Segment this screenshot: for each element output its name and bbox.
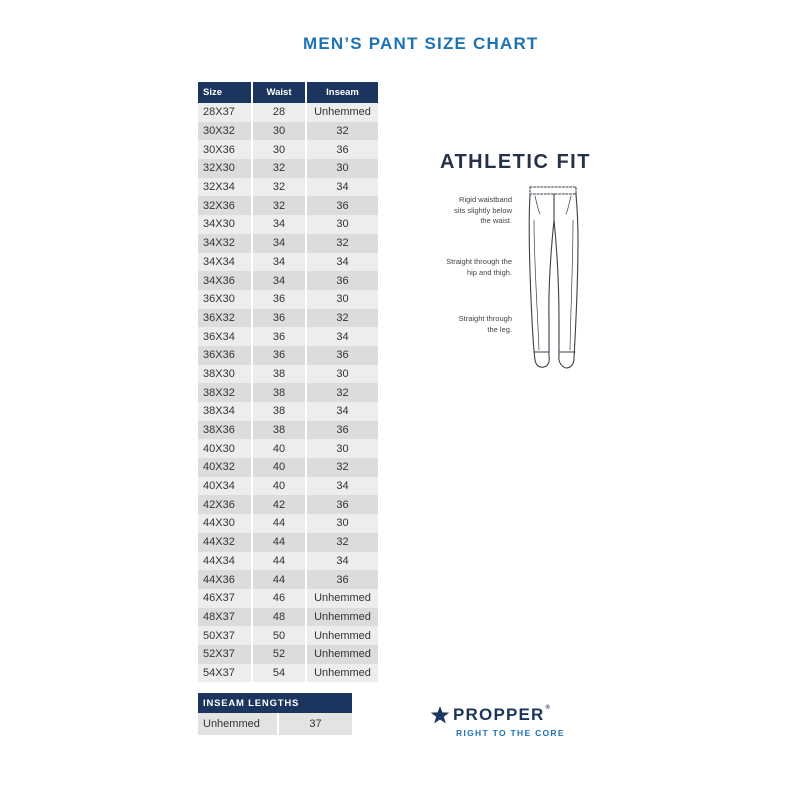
table-row	[198, 253, 378, 272]
cell-size: 38X30	[198, 365, 252, 384]
table-row	[198, 402, 378, 421]
table-row	[198, 383, 378, 402]
cell-inseam: 36	[306, 495, 378, 514]
fit-note-waistband	[392, 195, 512, 227]
fit-note-line: sits slightly below	[454, 205, 512, 215]
cell-size: 36X36	[198, 346, 252, 365]
cell-inseam: Unhemmed	[306, 664, 378, 683]
athletic-fit-title: ATHLETIC FIT	[440, 151, 591, 173]
cell-inseam: 34	[306, 178, 378, 197]
cell-waist: 44	[252, 533, 306, 552]
cell-waist: 38	[252, 365, 306, 384]
cell-inseam: 30	[306, 514, 378, 533]
table-row	[198, 514, 378, 533]
table-row	[198, 589, 378, 608]
cell-size: 36X34	[198, 327, 252, 346]
cell-waist: 38	[252, 383, 306, 402]
cell-size: 38X32	[198, 383, 252, 402]
cell-inseam: 32	[306, 533, 378, 552]
cell-size: 44X30	[198, 514, 252, 533]
cell-size: 30X36	[198, 140, 252, 159]
cell-inseam: 36	[306, 421, 378, 440]
cell-size: 44X34	[198, 552, 252, 571]
table-row	[198, 346, 378, 365]
cell-inseam: 32	[306, 234, 378, 253]
cell-size: 38X34	[198, 402, 252, 421]
fit-note-line: the leg.	[487, 324, 512, 334]
fit-note-line: Rigid waistband	[459, 195, 512, 204]
table-row	[198, 552, 378, 571]
cell-inseam: 32	[306, 309, 378, 328]
brand-tagline: RIGHT TO THE CORE	[456, 728, 565, 738]
cell-size: 44X32	[198, 533, 252, 552]
cell-waist: 50	[252, 626, 306, 645]
table-row	[198, 290, 378, 309]
table-row	[198, 271, 378, 290]
column-header-size: Size	[198, 82, 252, 103]
cell-inseam: 30	[306, 215, 378, 234]
cell-inseam: Unhemmed	[306, 103, 378, 122]
cell-inseam: Unhemmed	[306, 589, 378, 608]
table-row	[198, 309, 378, 328]
fit-note-line: hip and thigh.	[466, 267, 512, 277]
table-row	[198, 645, 378, 664]
table-row	[198, 327, 378, 346]
table-row	[198, 159, 378, 178]
cell-inseam: 32	[306, 122, 378, 141]
cell-size: 54X37	[198, 664, 252, 683]
cell-size: 34X34	[198, 253, 252, 272]
table-row	[198, 664, 378, 683]
star-icon	[430, 705, 450, 725]
cell-waist: 54	[252, 664, 306, 683]
cell-inseam: 30	[306, 290, 378, 309]
table-row	[198, 215, 378, 234]
table-row	[198, 196, 378, 215]
propper-logo	[430, 705, 565, 738]
cell-waist: 34	[252, 253, 306, 272]
cell-inseam: Unhemmed	[306, 626, 378, 645]
inseam-lengths-header: INSEAM LENGTHS	[198, 693, 352, 713]
cell-inseam: 32	[306, 383, 378, 402]
table-row	[198, 626, 378, 645]
cell-waist: 52	[252, 645, 306, 664]
table-row	[198, 458, 378, 477]
cell-size: 34X32	[198, 234, 252, 253]
table-row	[198, 570, 378, 589]
cell-inseam: 34	[306, 253, 378, 272]
cell-inseam: Unhemmed	[306, 645, 378, 664]
brand-name: PROPPER®	[453, 705, 552, 724]
cell-inseam: 34	[306, 552, 378, 571]
cell-size: 46X37	[198, 589, 252, 608]
cell-size: 52X37	[198, 645, 252, 664]
pants-outline-icon	[522, 180, 586, 374]
column-header-inseam: Inseam	[306, 82, 378, 103]
table-row	[198, 234, 378, 253]
page-title: MEN’S PANT SIZE CHART	[303, 34, 539, 53]
cell-waist: 40	[252, 458, 306, 477]
cell-inseam: 32	[306, 458, 378, 477]
cell-inseam: Unhemmed	[306, 608, 378, 627]
cell-waist: 44	[252, 514, 306, 533]
cell-inseam: 34	[306, 477, 378, 496]
cell-inseam: 36	[306, 140, 378, 159]
cell-waist: 28	[252, 103, 306, 122]
inseam-lengths-value: 37	[278, 713, 352, 735]
table-row	[198, 365, 378, 384]
cell-inseam: 34	[306, 327, 378, 346]
cell-waist: 34	[252, 215, 306, 234]
registered-mark: ®	[545, 705, 552, 711]
cell-inseam: 30	[306, 159, 378, 178]
cell-inseam: 34	[306, 402, 378, 421]
cell-waist: 44	[252, 570, 306, 589]
fit-note-line: Straight through	[458, 314, 512, 323]
cell-size: 48X37	[198, 608, 252, 627]
cell-inseam: 30	[306, 439, 378, 458]
cell-waist: 36	[252, 346, 306, 365]
cell-waist: 32	[252, 196, 306, 215]
cell-size: 32X34	[198, 178, 252, 197]
inseam-lengths-label: Unhemmed	[198, 713, 278, 735]
table-row	[198, 533, 378, 552]
table-row	[198, 608, 378, 627]
cell-waist: 30	[252, 122, 306, 141]
cell-size: 36X32	[198, 309, 252, 328]
cell-size: 34X30	[198, 215, 252, 234]
cell-size: 44X36	[198, 570, 252, 589]
cell-inseam: 30	[306, 365, 378, 384]
cell-waist: 34	[252, 234, 306, 253]
cell-size: 40X30	[198, 439, 252, 458]
cell-waist: 32	[252, 178, 306, 197]
cell-size: 40X32	[198, 458, 252, 477]
table-row	[198, 140, 378, 159]
cell-waist: 46	[252, 589, 306, 608]
table-row	[198, 178, 378, 197]
cell-waist: 34	[252, 271, 306, 290]
cell-waist: 42	[252, 495, 306, 514]
cell-inseam: 36	[306, 570, 378, 589]
cell-size: 34X36	[198, 271, 252, 290]
cell-waist: 38	[252, 402, 306, 421]
cell-size: 30X32	[198, 122, 252, 141]
cell-waist: 38	[252, 421, 306, 440]
cell-waist: 36	[252, 309, 306, 328]
column-header-waist: Waist	[252, 82, 306, 103]
cell-inseam: 36	[306, 196, 378, 215]
cell-waist: 44	[252, 552, 306, 571]
cell-waist: 30	[252, 140, 306, 159]
cell-waist: 40	[252, 439, 306, 458]
cell-waist: 40	[252, 477, 306, 496]
table-row	[198, 477, 378, 496]
size-chart-table	[198, 82, 378, 682]
fit-note-hip-thigh	[392, 257, 512, 278]
cell-inseam: 36	[306, 346, 378, 365]
cell-size: 42X36	[198, 495, 252, 514]
inseam-lengths-table	[198, 693, 352, 735]
fit-note-line: Straight through the	[446, 257, 512, 266]
cell-size: 32X36	[198, 196, 252, 215]
table-row	[198, 421, 378, 440]
fit-note-line: the waist.	[480, 216, 512, 225]
fit-note-leg	[392, 314, 512, 335]
cell-size: 36X30	[198, 290, 252, 309]
cell-inseam: 36	[306, 271, 378, 290]
table-row	[198, 103, 378, 122]
table-row	[198, 122, 378, 141]
inseam-lengths-row	[198, 713, 352, 735]
cell-size: 40X34	[198, 477, 252, 496]
cell-waist: 48	[252, 608, 306, 627]
table-row	[198, 495, 378, 514]
cell-size: 32X30	[198, 159, 252, 178]
cell-waist: 36	[252, 327, 306, 346]
cell-waist: 32	[252, 159, 306, 178]
cell-size: 50X37	[198, 626, 252, 645]
table-row	[198, 439, 378, 458]
cell-waist: 36	[252, 290, 306, 309]
cell-size: 38X36	[198, 421, 252, 440]
size-chart-header-row	[198, 82, 378, 103]
cell-size: 28X37	[198, 103, 252, 122]
